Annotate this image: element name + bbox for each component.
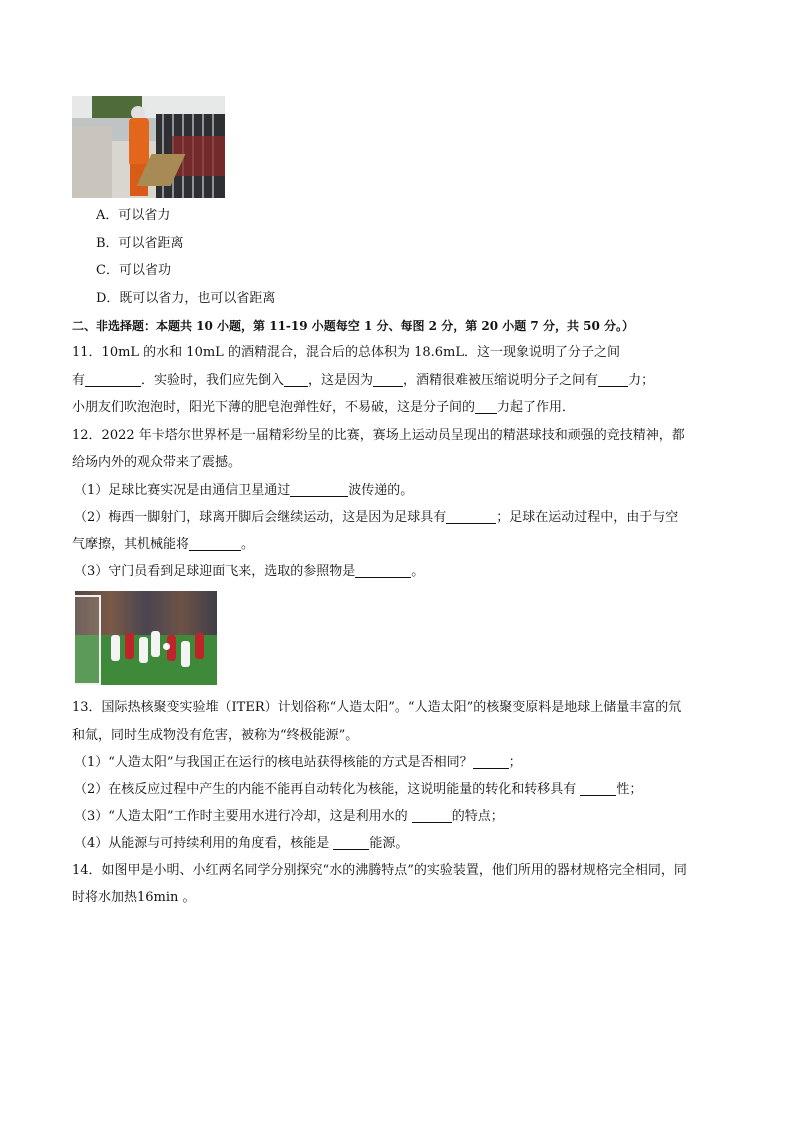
q12-sub2a: （2）梅西一脚射门，球离开脚后会继续运动，这是因为足球具有 ；足球在运动过程中，由于与空 [74,510,679,525]
answer-blank[interactable] [284,372,308,387]
q13-line1: 13．国际热核聚变实验堆（ITER）计划俗称“人造太阳”。“人造太阳”的核聚变原料是地球上储量丰富的氘 [72,700,682,715]
answer-blank[interactable] [475,399,497,414]
q14-line2: 时将水加热16min 。 [72,890,196,905]
answer-blank[interactable] [355,563,411,578]
q12-line2: 给场内外的观众带来了震撼。 [72,455,242,470]
answer-blank[interactable] [85,372,141,387]
answer-blank[interactable] [580,781,616,796]
q10-option-a: A．可以省力 [96,208,171,223]
q10-option-b: B．可以省距离 [96,236,184,251]
answer-blank[interactable] [189,536,241,551]
q12-sub1: （1）足球比赛实况是由通信卫星通过 波传递的。 [74,483,414,498]
football-match-photo [75,591,217,685]
q13-sub4: （4）从能源与可持续利用的角度看，核能是 能源。 [74,836,409,851]
q11-line1: 11．10mL 的水和 10mL 的酒精混合，混合后的总体积为 18.6mL．这一现象说明了分子之间 [72,345,620,360]
q12-line1: 12．2022 年卡塔尔世界杯是一届精彩纷呈的比赛，赛场上运动员呈现出的精湛球技和顽强的竞技精神，都 [72,428,685,443]
answer-blank[interactable] [412,808,452,823]
q12-sub3: （3）守门员看到足球迎面飞来，选取的参照物是 。 [74,564,425,579]
q13-sub1: （1）“人造太阳”与我国正在运行的核电站获得核能的方式是否相同？ ； [74,755,522,770]
q13-sub2: （2）在核反应过程中产生的内能不能再自动转化为核能，这说明能量的转化和转移具有 性； [74,782,643,797]
q12-sub2b: 气摩擦，其机械能将 。 [72,537,255,552]
answer-blank[interactable] [290,482,348,497]
answer-blank[interactable] [446,509,496,524]
answer-blank[interactable] [598,372,628,387]
answer-blank[interactable] [473,754,509,769]
q10-option-d: D．既可以省力，也可以省距离 [96,291,276,306]
q11-line3: 小朋友们吹泡泡时，阳光下薄的肥皂泡弹性好，不易破，这是分子间的 力起了作用． [72,400,576,415]
answer-blank[interactable] [333,835,369,850]
q13-sub3: （3）“人造太阳”工作时主要用水进行冷却，这是利用水的 的特点； [74,809,504,824]
q11-line2: 有 ．实验时，我们应先倒入 ，这是因为 ，酒精很难被压缩说明分子之间有 力； [72,373,655,388]
q13-line2: 和氚，同时生成物没有危害，被称为“终极能源”。 [72,728,359,743]
section2-heading: 二、非选择题：本题共 10 小题，第 11-19 小题每空 1 分、每图 2 分，第 20 小题 7 分，共 50 分。） [72,319,635,333]
sweeper-photo [72,96,225,198]
q14-line1: 14．如图甲是小明、小红两名同学分别探究“水的沸腾特点”的实验装置，他们所用的器材规格完全相同，同 [72,863,687,878]
answer-blank[interactable] [373,372,403,387]
q10-option-c: C．可以省功 [96,263,171,278]
